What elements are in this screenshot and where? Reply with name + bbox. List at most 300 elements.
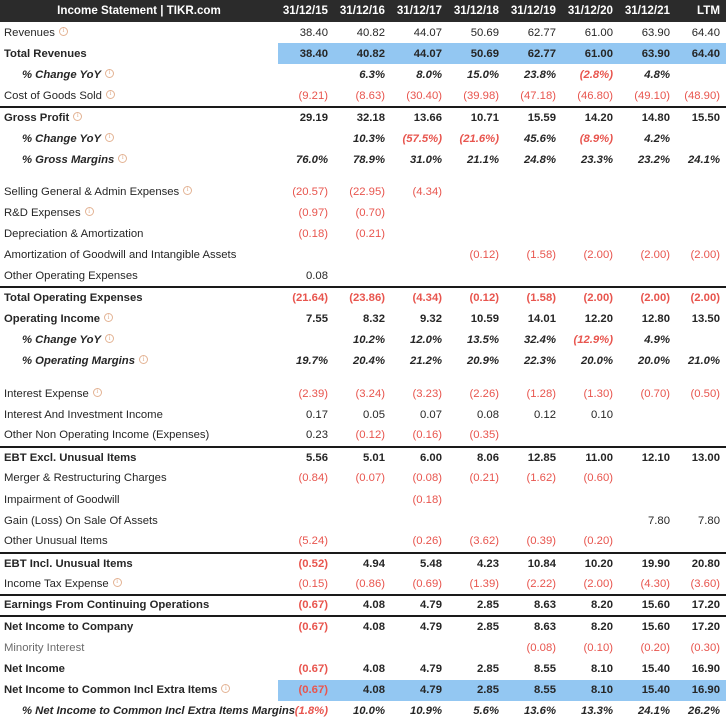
row-label-net-income-to-company xyxy=(0,616,278,637)
table-body xyxy=(0,22,726,722)
row-label-other-operating-expenses xyxy=(0,266,278,287)
column-header-period-3[interactable]: 31/12/18 xyxy=(453,4,499,17)
column-header-period-4[interactable]: 31/12/19 xyxy=(510,4,556,17)
row-label-text: Net Income to Company xyxy=(4,621,134,634)
cell-net-income-to-company-c6: 15.60 xyxy=(641,621,670,634)
cell-other-unusual-items-c4: (0.39) xyxy=(526,535,556,548)
row-label-text: Impairment of Goodwill xyxy=(4,493,120,506)
cell-cost-of-goods-sold-c6: (49.10) xyxy=(634,89,670,102)
table-row[interactable] xyxy=(0,574,726,595)
cell-interest-and-investment-income-c3: 0.08 xyxy=(477,408,499,421)
cell-ebt-incl-unusual-items-c2: 5.48 xyxy=(392,553,449,574)
column-header-ltm[interactable]: LTM xyxy=(697,4,720,17)
cell-depreciation-amortization-c7 xyxy=(677,224,726,245)
row-label-gross-profit-change-yoy xyxy=(0,128,278,149)
cell-gain-loss-on-sale-of-assets-c7: 7.80 xyxy=(698,514,720,527)
header-row xyxy=(0,0,726,22)
cell-gross-profit-change-yoy-c1: 10.3% xyxy=(352,132,385,145)
table-row[interactable] xyxy=(0,701,726,722)
cell-amortization-goodwill-intangibles-c6: (2.00) xyxy=(640,249,670,262)
cell-net-income-to-company-c0: (0.67) xyxy=(298,621,328,634)
row-label-text: % Change YoY xyxy=(22,334,102,347)
cell-merger-restructuring-charges-c5: (0.60) xyxy=(583,472,613,485)
row-label-text: Total Operating Expenses xyxy=(4,292,143,305)
cell-earnings-from-continuing-operations-c2: 4.79 xyxy=(392,595,449,616)
cell-interest-and-investment-income-c5: 0.10 xyxy=(591,408,613,421)
cell-operating-income-change-yoy-c4: 32.4% xyxy=(523,334,556,347)
row-spacer xyxy=(0,170,726,181)
cell-interest-expense-c2: (3.23) xyxy=(412,387,442,400)
table-row[interactable] xyxy=(0,224,726,245)
row-label-text: % Change YoY xyxy=(22,132,102,145)
cell-income-tax-expense-c7: (3.60) xyxy=(690,577,720,590)
cell-net-income-to-common-incl-extra-items-c2: 4.79 xyxy=(392,680,449,701)
row-label-cost-of-goods-sold xyxy=(0,86,278,107)
row-label-text: % Change YoY xyxy=(22,68,102,81)
cell-earnings-from-continuing-operations-c0: (0.67) xyxy=(278,595,335,616)
cell-net-income-to-common-incl-extra-items-c4: 8.55 xyxy=(506,680,563,701)
cell-total-operating-expenses-c1: (23.86) xyxy=(335,287,392,308)
cell-net-income-to-common-margins-c6: 24.1% xyxy=(637,705,670,718)
cell-operating-margins-c7: 21.0% xyxy=(687,355,720,368)
cell-rd-expenses-c5 xyxy=(563,203,620,224)
column-header-period-1[interactable]: 31/12/16 xyxy=(339,4,385,17)
cell-total-operating-expenses-c2: (4.34) xyxy=(392,287,449,308)
cell-net-income-to-company-c1: 4.08 xyxy=(363,621,385,634)
cell-gross-profit-change-yoy-c7 xyxy=(677,128,726,149)
cell-interest-and-investment-income-c0: 0.17 xyxy=(306,408,328,421)
table-row[interactable] xyxy=(0,22,726,43)
cell-income-tax-expense-c2: (0.69) xyxy=(412,577,442,590)
table-header xyxy=(0,0,726,22)
cell-gain-loss-on-sale-of-assets-c2 xyxy=(392,510,449,531)
row-spacer xyxy=(0,372,726,383)
cell-gross-margins-c6: 23.2% xyxy=(637,153,670,166)
cell-ebt-incl-unusual-items-c7: 20.80 xyxy=(677,553,726,574)
cell-total-operating-expenses-c6: (2.00) xyxy=(620,287,677,308)
cell-net-income-c6: 15.40 xyxy=(641,663,670,676)
cell-earnings-from-continuing-operations-c1: 4.08 xyxy=(335,595,392,616)
row-label-text: Gross Profit xyxy=(4,111,70,124)
info-circle-icon[interactable] xyxy=(183,186,192,195)
row-label-operating-income xyxy=(0,308,278,329)
cell-net-income-to-common-incl-extra-items-c6: 15.40 xyxy=(620,680,677,701)
cell-impairment-of-goodwill-c1 xyxy=(335,489,392,510)
cell-gross-profit-c6: 14.80 xyxy=(620,107,677,128)
cell-total-operating-expenses-c4: (1.58) xyxy=(506,287,563,308)
row-label-other-unusual-items xyxy=(0,531,278,552)
cell-gain-loss-on-sale-of-assets-c5 xyxy=(563,510,620,531)
cell-net-income-to-common-margins-c4: 13.6% xyxy=(523,705,556,718)
cell-interest-expense-c6: (0.70) xyxy=(640,387,670,400)
cell-total-revenues-c3: 50.69 xyxy=(449,43,506,64)
table-row[interactable] xyxy=(0,489,726,510)
table-row[interactable] xyxy=(0,468,726,489)
row-label-text: Other Non Operating Income (Expenses) xyxy=(4,429,210,442)
cell-gross-margins-c5: 23.3% xyxy=(580,153,613,166)
cell-net-income-c7: 16.90 xyxy=(691,663,720,676)
row-label-revenues-change-yoy xyxy=(0,64,278,85)
cell-interest-expense-c3: (2.26) xyxy=(469,387,499,400)
cell-cost-of-goods-sold-c7: (48.90) xyxy=(684,89,720,102)
cell-sga-expenses-c7 xyxy=(677,181,726,202)
cell-revenues-c1: 40.82 xyxy=(356,26,385,39)
row-label-text: Merger & Restructuring Charges xyxy=(4,472,167,485)
info-circle-icon[interactable] xyxy=(73,112,82,121)
cell-operating-income-c0: 7.55 xyxy=(306,313,328,326)
cell-revenues-change-yoy-c4: 23.8% xyxy=(523,68,556,81)
cell-revenues-c0: 38.40 xyxy=(299,26,328,39)
cell-net-income-to-common-margins-c2: 10.9% xyxy=(409,705,442,718)
row-label-text: Selling General & Admin Expenses xyxy=(4,185,180,198)
cell-impairment-of-goodwill-c5 xyxy=(563,489,620,510)
row-label-text: Gain (Loss) On Sale Of Assets xyxy=(4,514,158,527)
cell-depreciation-amortization-c2 xyxy=(392,224,449,245)
table-row[interactable] xyxy=(0,128,726,149)
cell-impairment-of-goodwill-c2: (0.18) xyxy=(412,493,442,506)
cell-gross-margins-c0: 76.0% xyxy=(295,153,328,166)
cell-revenues-c4: 62.77 xyxy=(527,26,556,39)
row-label-text: Cost of Goods Sold xyxy=(4,89,102,102)
cell-interest-and-investment-income-c7 xyxy=(677,404,726,425)
cell-ebt-incl-unusual-items-c0: (0.52) xyxy=(278,553,335,574)
info-circle-icon[interactable] xyxy=(105,133,114,142)
cell-operating-income-change-yoy-c3: 13.5% xyxy=(466,334,499,347)
cell-amortization-goodwill-intangibles-c7: (2.00) xyxy=(690,249,720,262)
cell-net-income-to-common-incl-extra-items-c1: 4.08 xyxy=(335,680,392,701)
cell-net-income-to-common-incl-extra-items-c0: (0.67) xyxy=(278,680,335,701)
cell-gross-profit-c7: 15.50 xyxy=(677,107,726,128)
row-label-interest-expense xyxy=(0,383,278,404)
cell-ebt-excl-unusual-items-c4: 12.85 xyxy=(506,447,563,468)
cell-total-revenues-c5: 61.00 xyxy=(563,43,620,64)
cell-other-unusual-items-c6 xyxy=(620,531,677,552)
cell-net-income-to-company-c2: 4.79 xyxy=(420,621,442,634)
cell-operating-income-change-yoy-c1: 10.2% xyxy=(352,334,385,347)
table-row[interactable] xyxy=(0,595,726,616)
row-label-net-income-to-common-incl-extra-items xyxy=(0,680,278,701)
cell-other-unusual-items-c0: (5.24) xyxy=(298,535,328,548)
cell-merger-restructuring-charges-c1: (0.07) xyxy=(355,472,385,485)
cell-income-tax-expense-c3: (1.39) xyxy=(469,577,499,590)
table-row[interactable] xyxy=(0,553,726,574)
spacer-cell xyxy=(0,372,726,383)
row-label-text: Amortization of Goodwill and Intangible Assets xyxy=(4,249,237,262)
cell-net-income-to-common-margins-c3: 5.6% xyxy=(473,705,499,718)
row-label-total-revenues xyxy=(0,43,278,64)
cell-net-income-to-company-c7: 17.20 xyxy=(691,621,720,634)
cell-other-non-operating-income-c7 xyxy=(677,425,726,446)
info-circle-icon[interactable] xyxy=(106,90,115,99)
cell-minority-interest-c1 xyxy=(335,637,392,658)
cell-sga-expenses-c1: (22.95) xyxy=(349,185,385,198)
cell-other-non-operating-income-c5 xyxy=(563,425,620,446)
cell-operating-margins-c3: 20.9% xyxy=(466,355,499,368)
row-label-text: Other Unusual Items xyxy=(4,535,108,548)
cell-operating-margins-c6: 20.0% xyxy=(637,355,670,368)
info-circle-icon[interactable] xyxy=(85,207,94,216)
info-circle-icon[interactable] xyxy=(221,684,230,693)
row-label-gross-profit xyxy=(0,107,278,128)
row-label-total-operating-expenses xyxy=(0,287,278,308)
table-row[interactable] xyxy=(0,86,726,107)
cell-gross-profit-c0: 29.19 xyxy=(278,107,335,128)
row-label-text: Total Revenues xyxy=(4,47,87,60)
cell-sga-expenses-c4 xyxy=(506,181,563,202)
cell-operating-income-c5: 12.20 xyxy=(584,313,613,326)
cell-total-revenues-c2: 44.07 xyxy=(392,43,449,64)
cell-net-income-to-common-incl-extra-items-c3: 2.85 xyxy=(449,680,506,701)
row-label-text: Net Income to Common Incl Extra Items xyxy=(4,684,218,697)
row-label-other-non-operating-income xyxy=(0,425,278,446)
spacer-cell xyxy=(0,170,726,181)
cell-operating-income-c4: 14.01 xyxy=(527,313,556,326)
table-row[interactable] xyxy=(0,658,726,679)
cell-other-non-operating-income-c3: (0.35) xyxy=(469,429,499,442)
cell-income-tax-expense-c5: (2.00) xyxy=(583,577,613,590)
row-label-text: Revenues xyxy=(4,26,55,39)
cell-income-tax-expense-c4: (2.22) xyxy=(526,577,556,590)
column-header-period-6[interactable]: 31/12/21 xyxy=(624,4,670,17)
cell-interest-and-investment-income-c2: 0.07 xyxy=(420,408,442,421)
cell-operating-income-change-yoy-c0 xyxy=(278,330,335,351)
cell-ebt-incl-unusual-items-c6: 19.90 xyxy=(620,553,677,574)
cell-sga-expenses-c2: (4.34) xyxy=(412,185,442,198)
cell-depreciation-amortization-c3 xyxy=(449,224,506,245)
cell-ebt-incl-unusual-items-c3: 4.23 xyxy=(449,553,506,574)
cell-interest-and-investment-income-c6 xyxy=(620,404,677,425)
cell-merger-restructuring-charges-c4: (1.62) xyxy=(526,472,556,485)
cell-other-unusual-items-c1 xyxy=(335,531,392,552)
table-row[interactable] xyxy=(0,64,726,85)
table-row[interactable] xyxy=(0,404,726,425)
row-label-sga-expenses xyxy=(0,181,278,202)
table-row[interactable] xyxy=(0,680,726,701)
cell-total-operating-expenses-c3: (0.12) xyxy=(449,287,506,308)
cell-amortization-goodwill-intangibles-c5: (2.00) xyxy=(583,249,613,262)
cell-total-revenues-c0: 38.40 xyxy=(278,43,335,64)
cell-earnings-from-continuing-operations-c6: 15.60 xyxy=(620,595,677,616)
table-row[interactable] xyxy=(0,616,726,637)
cell-gross-profit-c4: 15.59 xyxy=(506,107,563,128)
cell-other-operating-expenses-c1 xyxy=(335,266,392,287)
cell-other-operating-expenses-c4 xyxy=(506,266,563,287)
row-label-text: Income Tax Expense xyxy=(4,577,109,590)
cell-gross-margins-c1: 78.9% xyxy=(352,153,385,166)
cell-other-unusual-items-c3: (3.62) xyxy=(469,535,499,548)
cell-interest-expense-c1: (3.24) xyxy=(355,387,385,400)
cell-earnings-from-continuing-operations-c4: 8.63 xyxy=(506,595,563,616)
cell-cost-of-goods-sold-c4: (47.18) xyxy=(520,89,556,102)
row-label-net-income xyxy=(0,658,278,679)
table-row[interactable] xyxy=(0,531,726,552)
cell-gross-profit-change-yoy-c5: (8.9%) xyxy=(579,132,613,145)
cell-revenues-change-yoy-c5: (2.8%) xyxy=(579,68,613,81)
cell-interest-expense-c0: (2.39) xyxy=(298,387,328,400)
cell-other-non-operating-income-c4 xyxy=(506,425,563,446)
cell-other-non-operating-income-c6 xyxy=(620,425,677,446)
cell-rd-expenses-c2 xyxy=(392,203,449,224)
table-row[interactable] xyxy=(0,107,726,128)
cell-net-income-to-common-margins-c5: 13.3% xyxy=(580,705,613,718)
column-header-period-0[interactable]: 31/12/15 xyxy=(282,4,328,17)
cell-impairment-of-goodwill-c0 xyxy=(278,489,335,510)
cell-operating-income-change-yoy-c6: 4.9% xyxy=(644,334,670,347)
info-circle-icon[interactable] xyxy=(59,27,68,36)
cell-other-operating-expenses-c6 xyxy=(620,266,677,287)
cell-other-non-operating-income-c2: (0.16) xyxy=(412,429,442,442)
cell-net-income-c2: 4.79 xyxy=(420,663,442,676)
row-label-operating-income-change-yoy xyxy=(0,330,278,351)
cell-ebt-excl-unusual-items-c2: 6.00 xyxy=(392,447,449,468)
cell-gain-loss-on-sale-of-assets-c1 xyxy=(335,510,392,531)
cell-ebt-incl-unusual-items-c4: 10.84 xyxy=(506,553,563,574)
cell-total-operating-expenses-c5: (2.00) xyxy=(563,287,620,308)
cell-net-income-to-common-margins-c0: (1.8%) xyxy=(294,705,328,718)
cell-operating-income-c6: 12.80 xyxy=(641,313,670,326)
cell-sga-expenses-c6 xyxy=(620,181,677,202)
cell-net-income-c4: 8.55 xyxy=(534,663,556,676)
cell-amortization-goodwill-intangibles-c4: (1.58) xyxy=(526,249,556,262)
cell-depreciation-amortization-c6 xyxy=(620,224,677,245)
row-label-text: % Gross Margins xyxy=(22,153,115,166)
column-header-period-5[interactable]: 31/12/20 xyxy=(567,4,613,17)
row-label-earnings-from-continuing-operations xyxy=(0,595,278,616)
cell-interest-expense-c7: (0.50) xyxy=(690,387,720,400)
cell-ebt-excl-unusual-items-c1: 5.01 xyxy=(335,447,392,468)
cell-gross-margins-c4: 24.8% xyxy=(523,153,556,166)
cell-ebt-excl-unusual-items-c7: 13.00 xyxy=(677,447,726,468)
cell-income-tax-expense-c6: (4.30) xyxy=(640,577,670,590)
cell-earnings-from-continuing-operations-c7: 17.20 xyxy=(677,595,726,616)
cell-merger-restructuring-charges-c6 xyxy=(620,468,677,489)
table-row[interactable] xyxy=(0,266,726,287)
row-label-ebt-excl-unusual-items xyxy=(0,447,278,468)
cell-gross-profit-change-yoy-c2: (57.5%) xyxy=(402,132,442,145)
table-row[interactable] xyxy=(0,245,726,266)
cell-total-revenues-c4: 62.77 xyxy=(506,43,563,64)
cell-amortization-goodwill-intangibles-c2 xyxy=(392,245,449,266)
cell-merger-restructuring-charges-c2: (0.08) xyxy=(412,472,442,485)
row-label-interest-and-investment-income xyxy=(0,404,278,425)
info-circle-icon[interactable] xyxy=(93,388,102,397)
cell-interest-and-investment-income-c1: 0.05 xyxy=(363,408,385,421)
cell-gain-loss-on-sale-of-assets-c6: 7.80 xyxy=(648,514,670,527)
cell-rd-expenses-c1: (0.70) xyxy=(355,207,385,220)
table-row[interactable] xyxy=(0,43,726,64)
row-label-text: EBT Excl. Unusual Items xyxy=(4,451,137,464)
cell-operating-margins-c0: 19.7% xyxy=(295,355,328,368)
cell-gross-profit-change-yoy-c3: (21.6%) xyxy=(459,132,499,145)
row-label-text: R&D Expenses xyxy=(4,207,81,220)
cell-income-tax-expense-c1: (0.86) xyxy=(355,577,385,590)
table-row[interactable] xyxy=(0,287,726,308)
cell-other-operating-expenses-c0: 0.08 xyxy=(306,270,328,283)
table-row[interactable] xyxy=(0,181,726,202)
row-label-text: Interest And Investment Income xyxy=(4,408,163,421)
table-row[interactable] xyxy=(0,308,726,329)
cell-earnings-from-continuing-operations-c5: 8.20 xyxy=(563,595,620,616)
row-label-text: Earnings From Continuing Operations xyxy=(4,599,210,612)
cell-depreciation-amortization-c0: (0.18) xyxy=(298,228,328,241)
row-label-text: Minority Interest xyxy=(4,641,85,654)
row-label-amortization-goodwill-intangibles xyxy=(0,245,278,266)
cell-net-income-to-common-incl-extra-items-c5: 8.10 xyxy=(563,680,620,701)
table-row[interactable] xyxy=(0,351,726,372)
table-row[interactable] xyxy=(0,425,726,446)
row-label-gross-margins xyxy=(0,149,278,170)
cell-operating-income-c7: 13.50 xyxy=(691,313,720,326)
cell-net-income-c5: 8.10 xyxy=(591,663,613,676)
row-label-revenues xyxy=(0,22,278,43)
info-circle-icon[interactable] xyxy=(105,334,114,343)
table-row[interactable] xyxy=(0,510,726,531)
cell-interest-expense-c4: (1.28) xyxy=(526,387,556,400)
table-row[interactable] xyxy=(0,330,726,351)
cell-rd-expenses-c0: (0.97) xyxy=(298,207,328,220)
cell-revenues-c3: 50.69 xyxy=(470,26,499,39)
cell-earnings-from-continuing-operations-c3: 2.85 xyxy=(449,595,506,616)
cell-revenues-change-yoy-c3: 15.0% xyxy=(466,68,499,81)
cell-operating-income-c3: 10.59 xyxy=(470,313,499,326)
cell-other-operating-expenses-c5 xyxy=(563,266,620,287)
cell-cost-of-goods-sold-c5: (46.80) xyxy=(577,89,613,102)
cell-cost-of-goods-sold-c1: (8.63) xyxy=(355,89,385,102)
info-circle-icon[interactable] xyxy=(105,69,114,78)
cell-other-unusual-items-c5: (0.20) xyxy=(583,535,613,548)
cell-net-income-to-common-incl-extra-items-c7: 16.90 xyxy=(677,680,726,701)
cell-amortization-goodwill-intangibles-c1 xyxy=(335,245,392,266)
cell-depreciation-amortization-c4 xyxy=(506,224,563,245)
info-circle-icon[interactable] xyxy=(113,578,122,587)
row-label-operating-margins xyxy=(0,351,278,372)
cell-revenues-change-yoy-c2: 8.0% xyxy=(416,68,442,81)
table-row[interactable] xyxy=(0,149,726,170)
info-circle-icon[interactable] xyxy=(139,355,148,364)
cell-gross-profit-change-yoy-c4: 45.6% xyxy=(523,132,556,145)
cell-operating-income-c2: 9.32 xyxy=(420,313,442,326)
cell-net-income-to-company-c3: 2.85 xyxy=(477,621,499,634)
cell-net-income-to-company-c4: 8.63 xyxy=(534,621,556,634)
cell-operating-income-change-yoy-c7 xyxy=(677,330,726,351)
info-circle-icon[interactable] xyxy=(104,313,113,322)
cell-minority-interest-c5: (0.10) xyxy=(583,641,613,654)
cell-minority-interest-c0 xyxy=(278,637,335,658)
table-row[interactable] xyxy=(0,383,726,404)
row-label-text: Interest Expense xyxy=(4,387,89,400)
cell-sga-expenses-c5 xyxy=(563,181,620,202)
column-header-period-2[interactable]: 31/12/17 xyxy=(396,4,442,17)
cell-income-tax-expense-c0: (0.15) xyxy=(298,577,328,590)
cell-ebt-incl-unusual-items-c1: 4.94 xyxy=(335,553,392,574)
cell-net-income-to-company-c5: 8.20 xyxy=(591,621,613,634)
cell-revenues-c7: 64.40 xyxy=(691,26,720,39)
cell-other-unusual-items-c2: (0.26) xyxy=(412,535,442,548)
cell-minority-interest-c4: (0.08) xyxy=(526,641,556,654)
cell-other-non-operating-income-c0: 0.23 xyxy=(306,429,328,442)
table-row[interactable] xyxy=(0,637,726,658)
cell-ebt-incl-unusual-items-c5: 10.20 xyxy=(563,553,620,574)
table-row[interactable] xyxy=(0,447,726,468)
info-circle-icon[interactable] xyxy=(118,154,127,163)
row-label-text: EBT Incl. Unusual Items xyxy=(4,557,133,570)
cell-rd-expenses-c4 xyxy=(506,203,563,224)
cell-depreciation-amortization-c1: (0.21) xyxy=(355,228,385,241)
cell-gain-loss-on-sale-of-assets-c4 xyxy=(506,510,563,531)
table-row[interactable] xyxy=(0,203,726,224)
cell-gross-margins-c7: 24.1% xyxy=(687,153,720,166)
row-label-text: Net Income xyxy=(4,663,65,676)
